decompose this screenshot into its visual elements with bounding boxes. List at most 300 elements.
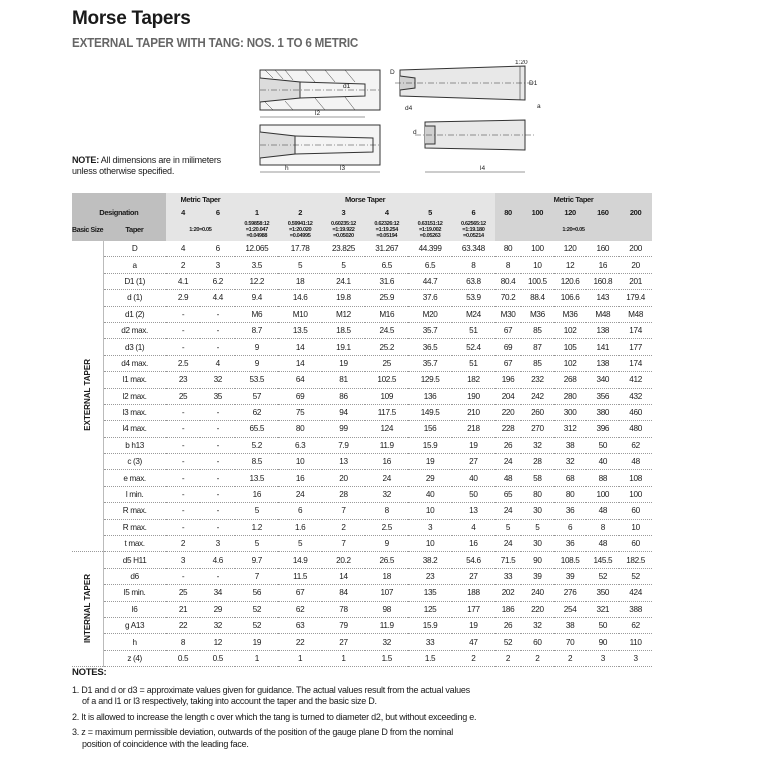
table-cell: 5	[235, 503, 278, 519]
table-cell: 3.5	[235, 257, 278, 273]
row-label: z (4)	[103, 650, 166, 666]
table-row	[72, 486, 652, 502]
taper-value-line: =1:19.922	[332, 227, 355, 233]
table-cell: 14.9	[278, 552, 321, 568]
group-metric-b: Metric Taper	[495, 193, 652, 205]
table-row	[72, 306, 652, 322]
taper-value-line: =0.05020	[333, 233, 354, 239]
table-cell: 24.1	[322, 273, 365, 289]
table-cell: -	[166, 437, 201, 453]
basic-size-header: Basic Size	[72, 219, 103, 241]
label-d1: d1	[343, 83, 351, 90]
table-cell: 8	[586, 519, 619, 535]
table-cell: 120	[554, 241, 587, 257]
table-cell: 8	[166, 634, 201, 650]
table-cell: 2.5	[365, 519, 408, 535]
table-cell: 13	[452, 503, 495, 519]
table-cell: 16	[278, 470, 321, 486]
table-cell: 62	[278, 601, 321, 617]
table-cell: 321	[586, 601, 619, 617]
table-cell: 8	[452, 257, 495, 273]
table-cell: 13	[322, 454, 365, 470]
table-cell: 7	[235, 568, 278, 584]
table-cell: 1.6	[278, 519, 321, 535]
table-cell: 2	[166, 257, 201, 273]
table-cell: 90	[521, 552, 554, 568]
table-cell: 50	[586, 617, 619, 633]
table-cell: 100	[586, 486, 619, 502]
table-cell: 138	[586, 355, 619, 371]
table-cell: 44.399	[408, 241, 451, 257]
table-cell: 75	[278, 404, 321, 420]
table-cell: 432	[619, 388, 652, 404]
table-cell: 412	[619, 372, 652, 388]
row-label: d2 max.	[103, 322, 166, 338]
table-cell: 60	[619, 536, 652, 552]
table-cell: 8	[365, 503, 408, 519]
table-cell: 3	[586, 650, 619, 666]
table-cell: 202	[495, 585, 521, 601]
table-cell: 65	[495, 486, 521, 502]
table-cell: 200	[619, 241, 652, 257]
page-title: Morse Tapers	[72, 8, 191, 29]
table-cell: 9	[235, 355, 278, 371]
table-cell: 32	[521, 617, 554, 633]
row-label: c (3)	[103, 454, 166, 470]
table-cell: 396	[586, 421, 619, 437]
table-cell: 25	[166, 388, 201, 404]
table-cell: 85	[521, 322, 554, 338]
table-cell: 52	[235, 601, 278, 617]
table-cell: 78	[322, 601, 365, 617]
table-cell: 109	[365, 388, 408, 404]
table-cell: 25	[365, 355, 408, 371]
table-cell: 141	[586, 339, 619, 355]
table-cell: 9	[235, 339, 278, 355]
table-cell: -	[200, 306, 235, 322]
table-cell: 33	[408, 634, 451, 650]
table-cell: 63	[278, 617, 321, 633]
taper-value-line: 0.60235:12	[331, 221, 356, 227]
label-d: d	[413, 129, 417, 136]
table-cell: 5	[278, 536, 321, 552]
table-cell: 6.2	[200, 273, 235, 289]
notes-section	[72, 667, 672, 754]
table-cell: 177	[619, 339, 652, 355]
table-cell: 460	[619, 404, 652, 420]
table-cell: 16	[235, 486, 278, 502]
table-cell: 19	[408, 454, 451, 470]
taper-value-morse	[452, 219, 495, 241]
group-morse: Morse Taper	[235, 193, 495, 205]
table-cell: 52	[495, 634, 521, 650]
table-cell: 179.4	[619, 290, 652, 306]
table-cell: 108	[619, 470, 652, 486]
table-cell: 34	[200, 585, 235, 601]
size-header: 120	[554, 205, 587, 219]
table-cell: 80	[554, 486, 587, 502]
table-cell: 62	[235, 404, 278, 420]
table-cell: 48	[619, 454, 652, 470]
row-label: d5 H11	[103, 552, 166, 568]
taper-value-line: 0.59941:12	[287, 221, 313, 227]
table-cell: 79	[322, 617, 365, 633]
table-cell: 40	[586, 454, 619, 470]
table-cell: 19.1	[322, 339, 365, 355]
table-cell: 64	[278, 372, 321, 388]
table-cell: 136	[408, 388, 451, 404]
table-cell: 44.7	[408, 273, 451, 289]
label-D1: D1	[529, 80, 538, 87]
table-cell: 29	[200, 601, 235, 617]
table-cell: 30	[521, 503, 554, 519]
table-cell: 188	[452, 585, 495, 601]
table-cell: 4	[452, 519, 495, 535]
table-cell: M20	[408, 306, 451, 322]
table-cell: 424	[619, 585, 652, 601]
row-label: l6	[103, 601, 166, 617]
table-cell: 9.7	[235, 552, 278, 568]
table-cell: 23	[166, 372, 201, 388]
table-cell: 31.267	[365, 241, 408, 257]
table-cell: -	[166, 339, 201, 355]
table-cell: 11.5	[278, 568, 321, 584]
table-cell: 204	[495, 388, 521, 404]
table-cell: -	[166, 454, 201, 470]
table-cell: 20	[619, 257, 652, 273]
table-cell: 60	[521, 634, 554, 650]
table-cell: 90	[586, 634, 619, 650]
table-cell: 7	[322, 503, 365, 519]
row-label: d3 (1)	[103, 339, 166, 355]
table-cell: 182	[452, 372, 495, 388]
row-label: l2 max.	[103, 388, 166, 404]
table-cell: 54.6	[452, 552, 495, 568]
section-label: INTERNAL TAPER	[82, 573, 92, 643]
table-cell: 10	[521, 257, 554, 273]
table-cell: 19	[452, 617, 495, 633]
label-a: a	[537, 103, 541, 110]
size-header: 6	[200, 205, 235, 219]
table-cell: 7.9	[322, 437, 365, 453]
table-cell: 11.9	[365, 617, 408, 633]
table-cell: 25.9	[365, 290, 408, 306]
table-cell: 88	[586, 470, 619, 486]
label-l3: l3	[340, 165, 346, 172]
table-cell: 10	[278, 454, 321, 470]
table-cell: 350	[586, 585, 619, 601]
table-cell: 58	[521, 470, 554, 486]
morse-taper-table	[72, 193, 652, 667]
taper-drawing	[255, 60, 555, 180]
table-cell: 9.4	[235, 290, 278, 306]
table-cell: 1.5	[408, 650, 451, 666]
table-cell: 27	[322, 634, 365, 650]
table-cell: 71.5	[495, 552, 521, 568]
taper-value-line: =0.05263	[419, 233, 441, 239]
table-cell: -	[200, 322, 235, 338]
row-label: e max.	[103, 470, 166, 486]
taper-value-line: 0.62565:12	[460, 221, 486, 227]
table-cell: 2	[521, 650, 554, 666]
table-cell: 65.5	[235, 421, 278, 437]
table-cell: M36	[554, 306, 587, 322]
table-cell: -	[166, 322, 201, 338]
table-row	[72, 585, 652, 601]
table-cell: 24	[365, 470, 408, 486]
table-cell: 32	[554, 454, 587, 470]
table-row	[72, 388, 652, 404]
table-cell: 69	[495, 339, 521, 355]
table-cell: 18	[365, 568, 408, 584]
table-row	[72, 552, 652, 568]
table-row	[72, 372, 652, 388]
taper-value-metric-a: 1:20=0.05	[166, 219, 236, 241]
table-cell: -	[200, 421, 235, 437]
table-cell: 39	[554, 568, 587, 584]
table-cell: M48	[586, 306, 619, 322]
table-cell: M16	[365, 306, 408, 322]
table-cell: 24	[495, 454, 521, 470]
table-cell: 39	[521, 568, 554, 584]
table-cell: 254	[554, 601, 587, 617]
taper-value-morse	[278, 219, 321, 241]
table-cell: 50	[586, 437, 619, 453]
taper-value-morse	[408, 219, 451, 241]
table-cell: 11.9	[365, 437, 408, 453]
row-label: l5 min.	[103, 585, 166, 601]
table-cell: 2	[322, 519, 365, 535]
table-cell: M48	[619, 306, 652, 322]
table-cell: 22	[278, 634, 321, 650]
row-label: l1 max.	[103, 372, 166, 388]
table-row	[72, 437, 652, 453]
section-label: EXTERNAL TAPER	[82, 359, 92, 432]
table-cell: 5	[322, 257, 365, 273]
table-cell: 62	[619, 437, 652, 453]
table-cell: -	[200, 339, 235, 355]
size-header: 5	[408, 205, 451, 219]
taper-value-line: =1:19.254	[375, 227, 398, 233]
table-cell: 228	[495, 421, 521, 437]
table-cell: 14	[322, 568, 365, 584]
page-subtitle: EXTERNAL TAPER WITH TANG: NOS. 1 TO 6 METRIC	[72, 36, 359, 50]
table-cell: 3	[408, 519, 451, 535]
table-cell: M36	[521, 306, 554, 322]
table-cell: 19	[235, 634, 278, 650]
table-row	[72, 601, 652, 617]
table-cell: 268	[554, 372, 587, 388]
table-cell: 5	[495, 519, 521, 535]
table-cell: 22	[166, 617, 201, 633]
row-label: R max.	[103, 503, 166, 519]
table-cell: 36.5	[408, 339, 451, 355]
taper-value-line: =0.05214	[463, 233, 484, 239]
table-cell: 26.5	[365, 552, 408, 568]
table-cell: 182.5	[619, 552, 652, 568]
table-cell: -	[200, 437, 235, 453]
table-cell: 5	[521, 519, 554, 535]
table-row	[72, 536, 652, 552]
table-cell: 37.6	[408, 290, 451, 306]
table-row	[72, 470, 652, 486]
table-cell: 20.2	[322, 552, 365, 568]
table-cell: 110	[619, 634, 652, 650]
table-cell: 160.8	[586, 273, 619, 289]
table-cell: 35.7	[408, 355, 451, 371]
table-cell: -	[166, 568, 201, 584]
table-cell: 260	[521, 404, 554, 420]
table-cell: 21	[166, 601, 201, 617]
table-cell: 24	[495, 536, 521, 552]
table-cell: 80.4	[495, 273, 521, 289]
taper-value-line: =1:20.047	[245, 227, 268, 233]
designation-header: Designation	[72, 205, 166, 219]
table-cell: 6	[200, 241, 235, 257]
note-item-line: position of coincidence with the leading face.	[82, 738, 249, 749]
table-cell: 38.2	[408, 552, 451, 568]
row-label: b h13	[103, 437, 166, 453]
table-cell: -	[166, 519, 201, 535]
note-line2: unless otherwise specified.	[72, 166, 175, 176]
table-cell: 20	[322, 470, 365, 486]
table-cell: 356	[586, 388, 619, 404]
table-cell: -	[200, 486, 235, 502]
table-cell: 190	[452, 388, 495, 404]
table-cell: 80	[278, 421, 321, 437]
table-cell: -	[200, 404, 235, 420]
table-cell: 3	[619, 650, 652, 666]
table-cell: 14	[278, 339, 321, 355]
label-h: h	[285, 165, 289, 172]
table-cell: 16	[452, 536, 495, 552]
table-cell: 28	[521, 454, 554, 470]
table-row	[72, 290, 652, 306]
table-cell: 124	[365, 421, 408, 437]
table-cell: 156	[408, 421, 451, 437]
table-row	[72, 503, 652, 519]
table-cell: -	[200, 568, 235, 584]
table-cell: 102.5	[365, 372, 408, 388]
table-cell: 48	[495, 470, 521, 486]
table-cell: 10	[408, 536, 451, 552]
table-cell: 4	[200, 355, 235, 371]
table-cell: 160	[586, 241, 619, 257]
table-cell: 35	[200, 388, 235, 404]
table-cell: 3	[200, 257, 235, 273]
table-cell: 220	[521, 601, 554, 617]
table-cell: 36	[554, 503, 587, 519]
table-cell: 2.5	[166, 355, 201, 371]
table-cell: 0.5	[200, 650, 235, 666]
table-cell: 201	[619, 273, 652, 289]
taper-value-line: 0.59858:12	[244, 221, 270, 227]
taper-value-line: 0.62326:12	[374, 221, 400, 227]
table-cell: -	[200, 503, 235, 519]
table-cell: 32	[521, 437, 554, 453]
table-cell: 15.9	[408, 617, 451, 633]
size-header: 6	[452, 205, 495, 219]
table-cell: 14	[278, 355, 321, 371]
table-cell: 6	[278, 503, 321, 519]
label-D: D	[390, 69, 395, 76]
table-cell: 30	[521, 536, 554, 552]
table-cell: 5	[278, 257, 321, 273]
row-label: d4 max.	[103, 355, 166, 371]
table-cell: M24	[452, 306, 495, 322]
table-cell: 99	[322, 421, 365, 437]
table-cell: 3	[200, 536, 235, 552]
table-row	[72, 617, 652, 633]
table-cell: 67	[495, 322, 521, 338]
table-cell: 27	[452, 454, 495, 470]
table-cell: 6.3	[278, 437, 321, 453]
table-cell: 220	[495, 404, 521, 420]
table-row	[72, 634, 652, 650]
table-cell: 48	[586, 536, 619, 552]
row-label: d6	[103, 568, 166, 584]
table-cell: M12	[322, 306, 365, 322]
table-cell: -	[166, 421, 201, 437]
table-cell: 62	[619, 617, 652, 633]
table-cell: 8.5	[235, 454, 278, 470]
table-cell: 26	[495, 617, 521, 633]
table-cell: 270	[521, 421, 554, 437]
taper-value-line: =0.05194	[376, 233, 398, 239]
table-cell: 10	[408, 503, 451, 519]
table-cell: 25	[166, 585, 201, 601]
table-cell: 81	[322, 372, 365, 388]
note-item-line: 1. D1 and d or d3 = approximate values given for guidance. The actual values result from the actual values	[72, 684, 470, 695]
table-cell: 102	[554, 322, 587, 338]
table-cell: 280	[554, 388, 587, 404]
size-header: 200	[619, 205, 652, 219]
table-cell: 84	[322, 585, 365, 601]
size-header: 1	[235, 205, 278, 219]
table-cell: 47	[452, 634, 495, 650]
table-cell: 25.2	[365, 339, 408, 355]
table-cell: 52.4	[452, 339, 495, 355]
table-cell: 57	[235, 388, 278, 404]
table-cell: 100	[619, 486, 652, 502]
table-cell: 15.9	[408, 437, 451, 453]
size-header: 4	[166, 205, 201, 219]
note-item	[72, 712, 672, 724]
table-row	[72, 519, 652, 535]
table-cell: 60	[619, 503, 652, 519]
table-cell: 80	[495, 241, 521, 257]
size-header: 3	[322, 205, 365, 219]
row-label: D1 (1)	[103, 273, 166, 289]
table-cell: 24.5	[365, 322, 408, 338]
table-cell: 63.8	[452, 273, 495, 289]
table-cell: 174	[619, 322, 652, 338]
table-cell: 4.6	[200, 552, 235, 568]
table-row	[72, 355, 652, 371]
table-cell: 105	[554, 339, 587, 355]
table-cell: 12.2	[235, 273, 278, 289]
table-row	[72, 241, 652, 257]
table-cell: 38	[554, 617, 587, 633]
table-cell: -	[166, 470, 201, 486]
row-label: l min.	[103, 486, 166, 502]
table-cell: 52	[235, 617, 278, 633]
label-d4: d4	[405, 105, 413, 112]
table-cell: 1	[235, 650, 278, 666]
table-cell: 388	[619, 601, 652, 617]
table-cell: 69	[278, 388, 321, 404]
note-item	[72, 727, 672, 750]
